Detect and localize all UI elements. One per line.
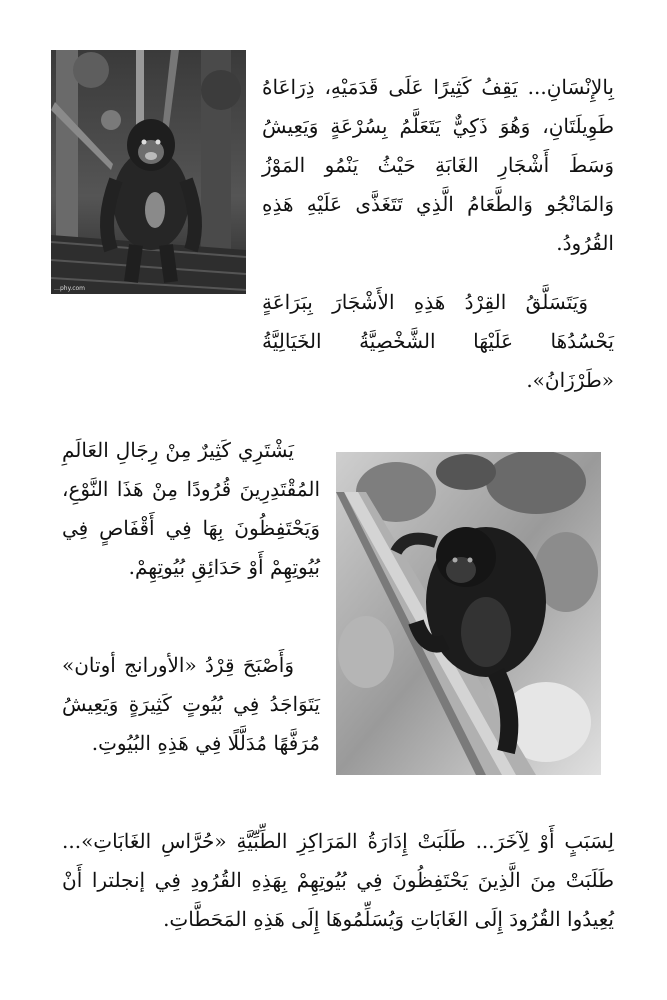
paragraph-1: بِالإِنْسَانِ... يَقِفُ كَثِيرًا عَلَى قَدَمَيْهِ، ذِرَاعَاهُ طَوِيلَتَانِ، وَهُوَ ذَكِيٌّ يَتَعَلَّمُ بِسُرْعَةٍ وَيَعِيشُ وَسَطَ أَشْجَارِ الغَابَةِ حَيْثُ يَنْمُو المَوْزُ وَالمَانْجُو وَالطَّعَامُ الَّذِي تَتَغَذَّى عَلَيْهِ هَذِهِ القُرُودُ.: [262, 75, 614, 255]
paragraph-5: لِسَبَبٍ أَوْ لِآخَرَ... طَلَبَتْ إِدَارَةُ المَرَاكِزِ الطِّبِّيَّةِ «حُرَّاسِ الغَابَاتِ»... طَلَبَتْ مِنَ الَّذِينَ يَحْتَفِظُونَ فِي بُيُوتِهِمْ بِهَذِهِ القُرُودِ فِي إنجلترا أَنْ يُعِيدُوا القُرُودَ إِلَى الغَابَاتِ وَيُسَلِّمُوهَا إِلَى هَذِهِ المَحَطَّاتِ.: [62, 829, 614, 931]
paragraph-3: يَشْتَرِي كَثِيرٌ مِنْ رِجَالِ العَالَمِ المُقْتَدِرِينَ قُرُودًا مِنْ هَذَا النَّوْعِ، وَيَحْتَفِظُونَ بِهَا فِي أَقْفَاصٍ فِي بُيُوتِهِمْ أَوْ حَدَائِقِ بُيُوتِهِمْ.: [62, 438, 320, 579]
orangutan-climbing-photo: [336, 452, 601, 775]
photo-watermark: …phy.com: [54, 285, 86, 292]
orangutan-standing-photo: [51, 50, 246, 294]
paragraph-4: وَأَصْبَحَ قِرْدُ «الأورانج أوتان» يَتَوَاجَدُ فِي بُيُوتٍ كَثِيرَةٍ وَيَعِيشُ مُرَفَّهًا مُدَلَّلًا فِي هَذِهِ البُيُوتِ.: [62, 653, 320, 755]
paragraph-2: وَيَتَسَلَّقُ القِرْدُ هَذِهِ الأَشْجَارَ بِبَرَاعَةٍ يَحْسُدُهَا عَلَيْهَا الشَّخْصِيَّةُ الخَيَالِيَّةُ «طَرْزَانُ».: [262, 290, 614, 392]
